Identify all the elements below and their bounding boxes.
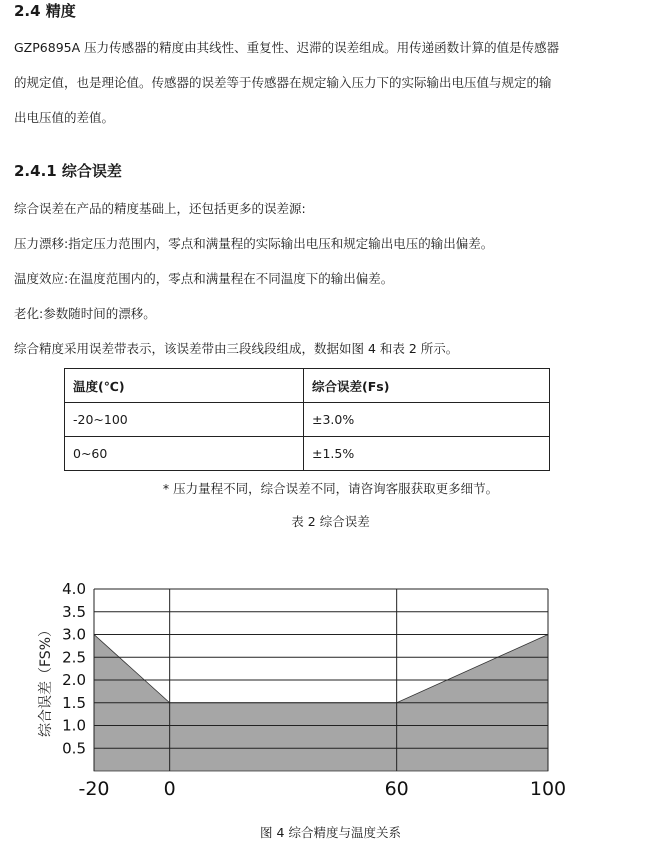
pressure-drift-line: 压力漂移:指定压力范围内，零点和满量程的实际输出电压和规定输出电压的输出偏差。 (14, 236, 494, 251)
x-tick-label: 100 (529, 778, 567, 800)
section-paragraph (14, 30, 642, 135)
y-tick-label: 1.5 (62, 693, 86, 712)
aging-line: 老化:参数随时间的漂移。 (14, 306, 156, 321)
x-tick-label: 60 (384, 778, 409, 800)
table-row (65, 403, 550, 437)
table-header-row (65, 369, 550, 403)
intro-line: 综合误差在产品的精度基础上，还包括更多的误差源: (14, 201, 306, 216)
y-tick-label: 0.5 (62, 739, 86, 758)
figure-caption: 图 4 综合精度与温度关系 (260, 825, 401, 840)
table-cell: ±3.0% (304, 403, 550, 437)
table-cell: ±1.5% (304, 437, 550, 471)
y-tick-labels (62, 580, 86, 757)
subsection-title: 2.4.1 综合误差 (14, 162, 122, 180)
x-tick-labels (78, 778, 566, 800)
x-tick-label: 0 (163, 778, 176, 800)
temperature-effect-line: 温度效应:在温度范围内的，零点和满量程在不同温度下的输出偏差。 (14, 271, 394, 286)
y-axis-label: 综合误差（FS%） (38, 623, 54, 737)
y-tick-label: 2.0 (62, 671, 86, 689)
y-tick-label: 2.5 (62, 648, 86, 667)
table-cell: -20~100 (65, 403, 304, 437)
table-row (65, 437, 550, 471)
table-note: * 压力量程不同，综合误差不同，请咨询客服获取更多细节。 (162, 481, 499, 496)
paragraph-line: 的规定值，也是理论值。传感器的误差等于传感器在规定输入压力下的实际输出电压值与规定的输 (14, 75, 552, 90)
paragraph-line: 出电压值的差值。 (14, 110, 115, 125)
table-header-cell: 综合误差(Fs) (304, 369, 550, 403)
error-table (64, 368, 550, 471)
accuracy-temperature-chart (0, 560, 661, 810)
y-tick-label: 4.0 (62, 580, 86, 598)
error-band-line: 综合精度采用误差带表示，该误差带由三段线段组成，数据如图 4 和表 2 所示。 (14, 341, 459, 356)
y-tick-label: 3.0 (62, 625, 86, 644)
y-tick-label: 3.5 (62, 602, 86, 621)
table-header-cell: 温度(℃) (65, 369, 304, 403)
table-caption: 表 2 综合误差 (291, 514, 370, 529)
paragraph-line: GZP6895A 压力传感器的精度由其线性、重复性、迟滞的误差组成。用传递函数计算的值是传感器 (14, 40, 560, 55)
section-title: 2.4 精度 (14, 2, 76, 20)
table-cell: 0~60 (65, 437, 304, 471)
y-tick-label: 1.0 (62, 716, 86, 735)
x-tick-label: -20 (78, 778, 110, 800)
